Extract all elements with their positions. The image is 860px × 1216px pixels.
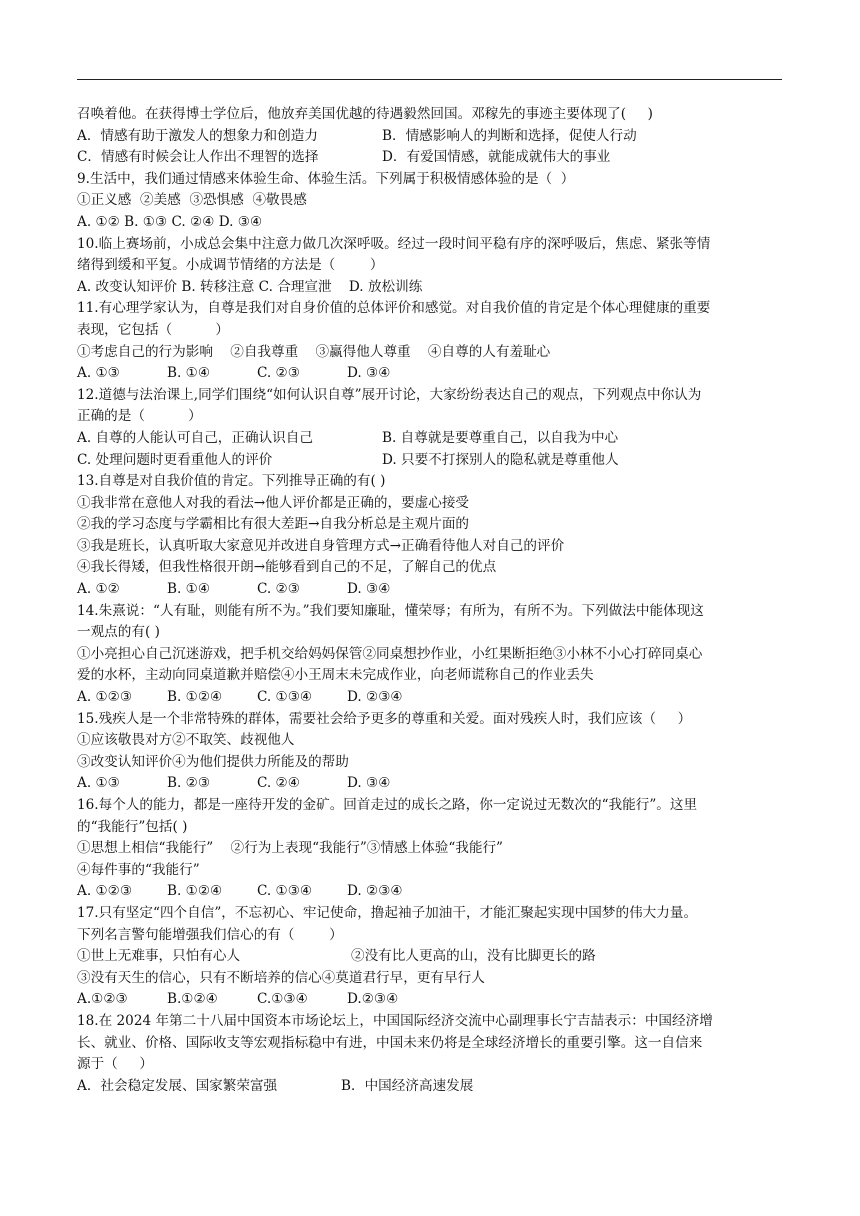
- q9-stem: 9.生活中，我们通过情感来体验生命、体验生活。下列属于积极情感体验的是（ ）: [77, 170, 575, 187]
- q12-options-row-2: [77, 450, 782, 472]
- q13-option-b[interactable]: B. ①④: [167, 581, 211, 598]
- q11-option-a[interactable]: A. ①③: [77, 365, 120, 382]
- q13-option-d[interactable]: D. ③④: [347, 581, 391, 598]
- q12-stem-line-2: 正确的是（ ）: [77, 408, 202, 425]
- header-rule: [77, 79, 782, 80]
- q16-option-b[interactable]: B. ①②④: [167, 883, 223, 900]
- q16-items-line-1: ①思想上相信“我能行” ②行为上表现“我能行”③情感上体验“我能行”: [77, 840, 504, 857]
- q17-option-a[interactable]: A.①②③: [77, 991, 128, 1008]
- q11-items: ①考虑自己的行为影响 ②自我尊重 ③赢得他人尊重 ④自尊的人有羞耻心: [77, 343, 551, 360]
- q15-stem: 15.残疾人是一个非常特殊的群体，需要社会给予更多的尊重和关爱。面对残疾人时，我们应该（ ）: [77, 710, 692, 727]
- q15-items-line-1: ①应该敬畏对方②不取笑、歧视他人: [77, 732, 295, 749]
- q13-item-2: ②我的学习态度与学霸相比有很大差距→自我分析总是主观片面的: [77, 516, 470, 533]
- q11-stem-line-1: 11.有心理学家认为，自尊是我们对自身价值的总体评价和感觉。对自我价值的肯定是个体心理健康的重要: [77, 300, 711, 317]
- q13-option-c[interactable]: C. ②③: [257, 581, 300, 598]
- q18-stem-line-3: 源于（ ）: [77, 1056, 153, 1073]
- q14-option-b[interactable]: B. ①②④: [167, 689, 223, 706]
- q18-stem-line-1: 18.在 2024 年第二十八届中国资本市场论坛上，中国国际经济交流中心副理事长宁吉喆表示：中国经济增: [77, 1012, 713, 1029]
- q9-items: ①正义感 ②美感 ③恐惧感 ④敬畏感: [77, 192, 307, 209]
- q14-stem-line-1: 14.朱熹说：“人有耻，则能有所不为。”我们要知廉耻，懂荣辱；有所为，有所不为。下列做法中能体现这: [77, 602, 704, 619]
- q17-item-2: ②没有比人更高的山，没有比脚更长的路: [351, 948, 596, 965]
- q16-stem-line-1: 16.每个人的能力，都是一座待开发的金矿。回首走过的成长之路，你一定说过无数次的“我能行”。这里: [77, 797, 698, 813]
- q10-stem-line-2: 绪得到缓和平复。小成调节情绪的方法是（ ）: [77, 257, 384, 274]
- q11-stem-line-2: 表现，它包括（ ）: [77, 321, 229, 338]
- q13-item-1: ①我非常在意他人对我的看法→他人评价都是正确的，要虚心接受: [77, 494, 470, 511]
- q11-option-c[interactable]: C. ②③: [257, 365, 300, 382]
- q8-option-c[interactable]: C．情感有时候会让人作出不理智的选择: [77, 149, 319, 166]
- q14-option-d[interactable]: D. ②③④: [347, 689, 403, 706]
- q15-options: [77, 773, 782, 795]
- q14-option-c[interactable]: C. ①③④: [257, 689, 313, 706]
- q8-stem-tail: 召唤着他。在获得博士学位后，他放弃美国优越的待遇毅然回国。邓稼先的事迹主要体现了( ): [77, 106, 653, 122]
- q17-option-b[interactable]: B.①②④: [167, 991, 218, 1008]
- q10-stem-line-1: 10.临上赛场前，小成总会集中注意力做几次深呼吸。经过一段时间平稳有序的深呼吸后，焦虑、紧张等情: [77, 235, 711, 252]
- q17-options: [77, 989, 782, 1011]
- q15-items-line-2: ③改变认知评价④为他们提供力所能及的帮助: [77, 753, 349, 770]
- q11-options: [77, 363, 782, 385]
- q16-options: [77, 881, 782, 903]
- q14-options: [77, 687, 782, 709]
- q14-items-line-2: 爱的水杯，主动向同桌道歉并赔偿④小王周末未完成作业，向老师谎称自己的作业丢失: [77, 667, 594, 684]
- q13-stem: 13.自尊是对自我价值的肯定。下列推导正确的有( ): [77, 473, 386, 490]
- q8-options-row-2: [77, 147, 782, 169]
- q11-option-b[interactable]: B. ①④: [167, 365, 211, 382]
- q16-option-d[interactable]: D. ②③④: [347, 883, 403, 900]
- q17-stem-line-2: 下列名言警句能增强我们信心的有（ ）: [77, 926, 343, 943]
- q17-stem-line-1: 17.只有坚定“四个自信”，不忘初心、牢记使命，撸起袖子加油干，才能汇聚起实现中国梦的伟大力量。: [77, 904, 698, 921]
- q9-options[interactable]: A. ①② B. ①③ C. ②④ D. ③④: [77, 213, 263, 230]
- exam-page-content: [77, 104, 782, 1097]
- q12-option-a[interactable]: A. 自尊的人能认可自己，正确认识自己: [77, 429, 313, 446]
- q8-options-row-1: [77, 126, 782, 148]
- q17-items-line-2: ③没有天生的信心，只有不断培养的信心④莫道君行早，更有早行人: [77, 969, 485, 986]
- q17-option-c[interactable]: C.①③④: [257, 991, 308, 1008]
- q13-option-a[interactable]: A. ①②: [77, 581, 120, 598]
- q14-stem-line-2: 一观点的有( ): [77, 624, 160, 641]
- q15-option-d[interactable]: D. ③④: [347, 775, 391, 792]
- q17-item-1: ①世上无难事，只怕有心人: [77, 948, 241, 965]
- q10-options[interactable]: A. 改变认知评价 B. 转移注意 C. 合理宣泄 D. 放松训练: [77, 278, 423, 295]
- q15-option-b[interactable]: B. ②③: [167, 775, 211, 792]
- q18-stem-line-2: 长、就业、价格、国际收支等宏观指标稳中有进，中国未来仍将是全球经济增长的重要引擎。这一自信来: [77, 1034, 703, 1051]
- q18-option-b[interactable]: B．中国经济高速发展: [341, 1077, 474, 1094]
- q8-option-a[interactable]: A．情感有助于激发人的想象力和创造力: [77, 127, 318, 144]
- q18-option-a[interactable]: A．社会稳定发展、国家繁荣富强: [77, 1077, 278, 1094]
- q13-options: [77, 579, 782, 601]
- q12-options-row-1: [77, 428, 782, 450]
- q11-option-d[interactable]: D. ③④: [347, 365, 391, 382]
- q17-option-d[interactable]: D.②③④: [347, 991, 399, 1008]
- q8-option-b[interactable]: B．情感影响人的判断和选择，促使人行动: [382, 127, 637, 144]
- q16-option-a[interactable]: A. ①②③: [77, 883, 133, 900]
- q14-items-line-1: ①小亮担心自己沉迷游戏，把手机交给妈妈保管②同桌想抄作业，小红果断拒绝③小林不小心打碎同桌心: [77, 645, 703, 662]
- q18-options: [77, 1076, 782, 1098]
- q12-stem-line-1: 12.道德与法治课上,同学们围绕“如何认识自尊”展开讨论，大家纷纷表达自己的观点，下列观点中你认为: [77, 386, 702, 403]
- q15-option-a[interactable]: A. ①③: [77, 775, 120, 792]
- q12-option-b[interactable]: B. 自尊就是要尊重自己，以自我为中心: [382, 429, 619, 446]
- q14-option-a[interactable]: A. ①②③: [77, 689, 133, 706]
- q16-stem-line-2: 的“我能行”包括( ): [77, 818, 188, 835]
- q12-option-d[interactable]: D. 只要不打探别人的隐私就是尊重他人: [382, 451, 619, 468]
- q17-items-line-1: [77, 946, 782, 968]
- q16-items-line-2: ④每件事的“我能行”: [77, 861, 200, 878]
- q13-item-3: ③我是班长，认真听取大家意见并改进自身管理方式→正确看待他人对自己的评价: [77, 537, 565, 554]
- q8-option-d[interactable]: D．有爱国情感，就能成就伟大的事业: [382, 149, 611, 166]
- q12-option-c[interactable]: C. 处理问题时更看重他人的评价: [77, 451, 273, 468]
- q16-option-c[interactable]: C. ①③④: [257, 883, 313, 900]
- q13-item-4: ④我长得矮，但我性格很开朗→能够看到自己的不足，了解自己的优点: [77, 559, 497, 576]
- q15-option-c[interactable]: C. ②④: [257, 775, 300, 792]
